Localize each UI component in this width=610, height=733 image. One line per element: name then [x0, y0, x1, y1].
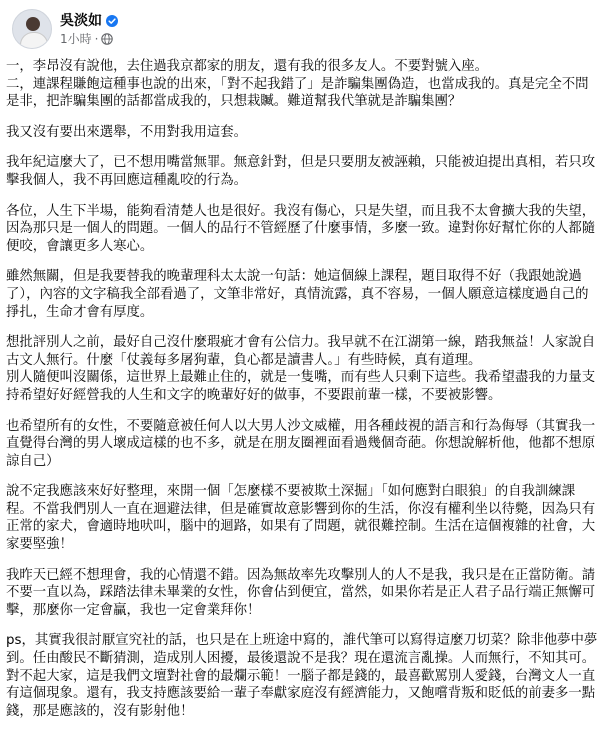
- post-paragraph: 想批評別人之前，最好自己沒什麼瑕疵才會有公信力。我早就不在江湖第一線，踏我無益！人家說自古文人無行。什麼「仗義每多屠狗輩，負心都是讀書人。」有些時候，真有道理。 別人隨便叫沒關係，這世界上最難止住的，就是一隻嘴，而有些人只剩下這些。我希望盡我的力量支持希望好好經營我的人生和文字的晚輩好好的做事，不要跟前輩一樣，不要被影響。: [6, 335, 596, 403]
- author-name-row: [60, 11, 118, 31]
- post-paragraph: ps，其實我很討厭宣究社的話，也只是在上班途中寫的，誰代筆可以寫得這麼刀切菜？除非他夢中夢到。任由酸民不斷猜測，造成別人困擾，最後還說不是我？現在還流言亂操。人而無行，不知其可。對不起大家，這是我們文壇對社會的最爛示範！一腦子都是錢的，最喜歡罵別人愛錢，台灣文人一直有這個現象。還有，我支持應該要給一輩子奉獻家庭沒有經濟能力，又飽嚐背叛和貶低的前妻多一點錢，那是應該的，沒有影射他！: [6, 633, 598, 719]
- post-meta: [60, 11, 118, 47]
- post-paragraph: 我昨天已經不想理會，我的心情還不錯。因為無故率先攻擊別人的人不是我，我只是在正當防衛。請不要一直以為，踩踏法律未畢業的女性，你會佔到便宜，當然，如果你若是正人君子品行端正無懈可擊，那麼你一定會贏，我也一定會業拜你！: [6, 567, 596, 618]
- author-avatar[interactable]: [12, 9, 52, 49]
- post-paragraph: 說不定我應該來好好整理，來開一個「怎麼樣不要被欺土深掘」「如何應對白眼狼」的自我訓練課程。不當我們別人一直在迴避法律，但是確實故意影響到你的生活，你沒有權利坐以待斃，因為只有正常的家犬，會適時地吠叫，腦中的迴路，如果有了問題，就很難控制。生活在這個複雜的社會，大家要堅強！: [6, 484, 596, 553]
- verified-badge-icon: [106, 15, 118, 27]
- avatar-head-shape: [26, 17, 40, 31]
- post-header: [12, 6, 602, 52]
- globe-icon[interactable]: [101, 33, 113, 45]
- post-paragraph: 我又沒有要出來選舉，不用對我用這套。: [6, 124, 248, 140]
- post-body: [6, 58, 598, 733]
- post-time-row: [60, 31, 118, 47]
- post-paragraph: 也希望所有的女性，不要隨意被任何人以大男人沙文威權，用各種歧視的語言和行為侮辱（其實我一直覺得台灣的男人壞成這樣的也不多，就是在朋友圈裡面看過幾個奇葩。你想說解析他，他都不想原諒自己）: [6, 418, 596, 469]
- avatar-body-shape: [20, 32, 48, 49]
- meta-separator: ·: [94, 32, 99, 46]
- post-paragraph: 我年紀這麼大了，已不想用嘴當無罪。無意針對，但是只要朋友被誣賴，只能被迫提出真相，若只攻擊我個人，我不再回應這種亂咬的行為。: [6, 155, 596, 188]
- post-paragraph: 各位，人生下半場，能夠看清楚人也是很好。我沒有傷心，只是失望，而且我不太會擴大我的失望，因為那只是一個人的問題。一個人的品行不管經歷了什麼事情，多麼一致。違對你好幫忙你的人都隨便咬，會讓更多人寒心。: [6, 203, 596, 254]
- author-name[interactable]: 吳淡如: [60, 13, 102, 29]
- post-timestamp[interactable]: 1小時: [60, 32, 92, 46]
- post-paragraph: 一，李昂沒有說他，去住過我京都家的朋友，還有我的很多友人。不要對號入座。 二，連課程賺飽這種事也說的出來，「對不起我錯了」是詐騙集團偽造，也當成我的。真是完全不問是非，把詐騙集團的話都當成我的，只想栽贓。難道幫我代筆就是詐騙集團？: [6, 59, 589, 110]
- post-paragraph: 雖然無關，但是我要替我的晚輩理科太太說一句話：她這個線上課程，題目取得不好（我跟她說過了），內容的文字稿我全部看過了，文筆非常好，真情流露，真不容易，一個人願意這樣度過自己的掙扎，生命才會有厚度。: [6, 269, 589, 320]
